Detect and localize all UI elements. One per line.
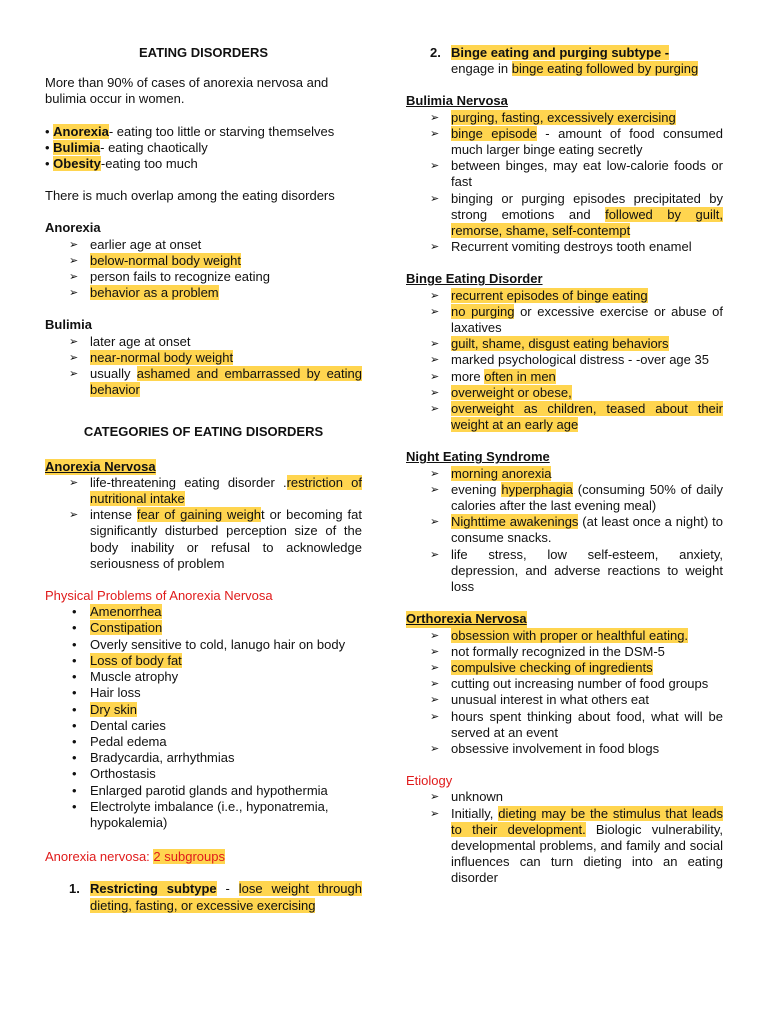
left-column [45, 45, 362, 914]
list-item: ➢ earlier age at onset [45, 237, 362, 253]
page-title: EATING DISORDERS [138, 45, 269, 60]
list-item: • Muscle atrophy [45, 669, 362, 685]
list-item: • Pedal edema [45, 734, 362, 750]
list-item: ➢ compulsive checking of ingredients [406, 660, 723, 676]
list-item: ➢ behavior as a problem [45, 285, 362, 301]
bulimia-list [45, 334, 362, 399]
orthorexia-nervosa-list [406, 628, 723, 758]
list-item: • Amenorrhea [45, 604, 362, 620]
list-item: ➢ between binges, may eat low-calorie foods or fast [406, 158, 723, 190]
list-item: • Bradycardia, arrhythmias [45, 750, 362, 766]
type-obesity: • Obesity-eating too much [45, 156, 198, 172]
subgroups-line: Anorexia nervosa: 2 subgroups [45, 849, 225, 865]
list-item: ➢ cutting out increasing number of food groups [406, 676, 723, 692]
list-item: ➢ no purging or excessive exercise or abuse of laxatives [406, 304, 723, 336]
list-item: ➢ unknown [406, 789, 723, 805]
orthorexia-nervosa-heading: Orthorexia Nervosa [406, 611, 527, 627]
list-item: ➢ Nighttime awakenings (at least once a night) to consume snacks. [406, 514, 723, 546]
list-item: ➢ binging or purging episodes precipitated by strong emotions and followed by guilt, remorse, shame, self-contempt [406, 191, 723, 240]
list-item: ➢ marked psychological distress - -over age 35 [406, 352, 723, 368]
anorexia-nervosa-heading: Anorexia Nervosa [45, 458, 156, 474]
list-item: ➢ not formally recognized in the DSM-5 [406, 644, 723, 660]
list-item: ➢ obsessive involvement in food blogs [406, 741, 723, 757]
bulimia-heading: Bulimia [45, 317, 92, 333]
night-eating-syndrome-list [406, 466, 723, 596]
overlap-note: There is much overlap among the eating disorders [45, 188, 335, 204]
list-item: ➢ intense fear of gaining weight or becoming fat significantly disturbed perception size of the body inability or refusal to acknowledge seriousness of problem [45, 507, 362, 572]
list-item: ➢ overweight or obese, [406, 385, 723, 401]
etiology-heading: Etiology [406, 773, 453, 789]
list-item: ➢ obsession with proper or healthful eating. [406, 628, 723, 644]
list-item: ➢ purging, fasting, excessively exercising [406, 110, 723, 126]
list-item: ➢ guilt, shame, disgust eating behaviors [406, 336, 723, 352]
list-item: ➢ recurrent episodes of binge eating [406, 288, 723, 304]
list-item: ➢ hours spent thinking about food, what will be served at an event [406, 709, 723, 741]
binge-eating-disorder-heading: Binge Eating Disorder [406, 271, 543, 287]
list-item: • Electrolyte imbalance (i.e., hyponatremia, hypokalemia) [45, 799, 362, 831]
types-list [45, 124, 362, 173]
list-item: • Orthostasis [45, 766, 362, 782]
list-item: ➢ usually ashamed and embarrassed by eating behavior [45, 366, 362, 398]
list-item: ➢ unusual interest in what others eat [406, 692, 723, 708]
physical-problems-heading: Physical Problems of Anorexia Nervosa [45, 588, 273, 604]
list-item: • Enlarged parotid glands and hypothermia [45, 783, 362, 799]
list-item: ➢ Initially, dieting may be the stimulus that leads to their development. Biologic vulnerability, developmental problems, and family and social influences can turn dieting into an eating disorder [406, 806, 723, 887]
type-bulimia: • Bulimia- eating chaotically [45, 139, 208, 155]
bulimia-nervosa-list [406, 110, 723, 256]
type-anorexia: • Anorexia- eating too little or starving themselves [45, 123, 335, 139]
list-item: ➢ life stress, low self-esteem, anxiety, depression, and adverse reactions to weight loss [406, 547, 723, 596]
list-item: • Overly sensitive to cold, lanugo hair on body [45, 637, 362, 653]
restricting-subtype: 1. Restricting subtype - lose weight through dieting, fasting, or excessive exercising [69, 881, 362, 913]
categories-title: CATEGORIES OF EATING DISORDERS [83, 424, 324, 440]
right-column [406, 45, 723, 887]
list-item: ➢ morning anorexia [406, 466, 723, 482]
night-eating-syndrome-heading: Night Eating Syndrome [406, 449, 550, 465]
list-item: ➢ later age at onset [45, 334, 362, 350]
physical-problems-list [45, 604, 362, 831]
list-item: ➢ person fails to recognize eating [45, 269, 362, 285]
binge-eating-disorder-list [406, 288, 723, 434]
list-item: • Constipation [45, 620, 362, 636]
bulimia-nervosa-heading: Bulimia Nervosa [406, 93, 508, 109]
list-item: ➢ evening hyperphagia (consuming 50% of daily calories after the last evening meal) [406, 482, 723, 514]
list-item: ➢ below-normal body weight [45, 253, 362, 269]
list-item: ➢ life-threatening eating disorder .restriction of nutritional intake [45, 475, 362, 507]
binge-purging-subtype: 2. Binge eating and purging subtype - engage in binge eating followed by purging [430, 45, 699, 77]
list-item: ➢ more often in men [406, 369, 723, 385]
list-item: • Hair loss [45, 685, 362, 701]
etiology-list [406, 789, 723, 886]
list-item: ➢ binge episode - amount of food consumed much larger binge eating secretly [406, 126, 723, 158]
list-item: • Dry skin [45, 702, 362, 718]
list-item: ➢ near-normal body weight [45, 350, 362, 366]
list-item: • Loss of body fat [45, 653, 362, 669]
anorexia-list [45, 237, 362, 302]
list-item: ➢ overweight as children, teased about their weight at an early age [406, 401, 723, 433]
list-item: ➢ Recurrent vomiting destroys tooth enamel [406, 239, 723, 255]
intro-paragraph: More than 90% of cases of anorexia nervosa and bulimia occur in women. [45, 75, 329, 107]
list-item: • Dental caries [45, 718, 362, 734]
anorexia-nervosa-list [45, 475, 362, 572]
anorexia-heading: Anorexia [45, 220, 101, 236]
